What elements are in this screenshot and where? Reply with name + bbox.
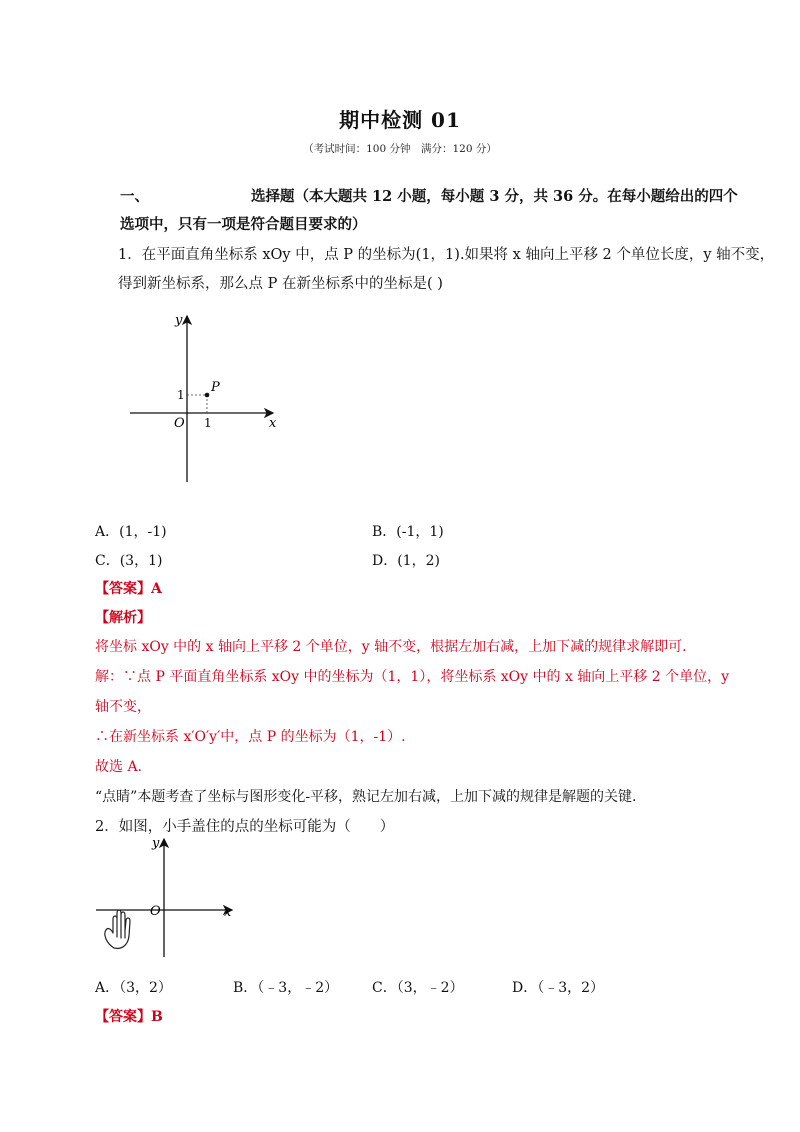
q1-analysis-line1: 将坐标 xOy 中的 x 轴向上平移 2 个单位，y 轴不变，根据左加右减，上加下减的规律求解即可. [95,639,687,655]
q2-option-b[interactable]: B．（﹣3，﹣2） [233,980,339,996]
q1-option-c[interactable]: C．(3，1) [95,553,163,569]
q1-option-d[interactable]: D．(1，2) [372,553,440,569]
q1-label-origin: O [174,416,185,431]
exam-info: （考试时间：100 分钟 满分：120 分） [303,143,497,155]
q1-label-y: y [175,313,183,328]
q1-option-a[interactable]: A．(1，-1) [95,524,167,540]
q1-analysis-line4: ∴在新坐标系 x′O′y′中，点 P 的坐标为（1，-1）. [95,729,406,745]
q2-option-c[interactable]: C．（3，﹣2） [372,980,464,996]
q2-option-d[interactable]: D．（﹣3，2） [512,980,605,996]
q1-coordinate-figure [125,310,285,490]
q1-analysis-label: 【解析】 [95,610,151,626]
q1-label-one-y: 1 [177,388,185,402]
section-heading-cont: 选项中，只有一项是符合题目要求的） [120,216,367,233]
hand-icon [105,910,130,948]
q1-answer: 【答案】A [95,581,162,597]
section-heading: 选择题（本大题共 12 小题，每小题 3 分，共 36 分。在每小题给出的四个 [251,188,738,205]
q1-dianjing: “点睛”本题考查了坐标与图形变化-平移，熟记左加右减，上加下减的规律是解题的关键. [95,789,637,805]
q2-label-x: x [224,905,232,920]
q1-stem-line2: 得到新坐标系，那么点 P 在新坐标系中的坐标是( ) [118,276,443,292]
q2-stem: 2．如图，小手盖住的点的坐标可能为（ ） [95,819,395,835]
q1-analysis-line5: 故选 A. [95,759,143,775]
q2-answer: 【答案】B [95,1009,163,1025]
q1-label-x: x [269,416,277,431]
q1-stem-line1: 1．在平面直角坐标系 xOy 中，点 P 的坐标为(1，1).如果将 x 轴向上平移 2 个单位长度，y 轴不变， [118,247,775,263]
q2-coordinate-figure [92,835,242,960]
q1-analysis-line3: 轴不变， [95,699,151,715]
q2-label-y: y [152,836,160,851]
q2-label-origin: O [150,904,161,919]
q1-option-b[interactable]: B．(-1，1) [372,524,444,540]
q2-option-a[interactable]: A．（3，2） [95,980,172,996]
q1-label-p: P [211,380,220,395]
section-number: 一、 [120,188,149,205]
page-title: 期中检测 01 [339,108,461,132]
q1-analysis-line2: 解：∵点 P 平面直角坐标系 xOy 中的坐标为（1，1），将坐标系 xOy 中的 x 轴向上平移 2 个单位，y [95,669,730,685]
q1-label-one-x: 1 [204,416,212,430]
q1-point-p [205,393,210,398]
